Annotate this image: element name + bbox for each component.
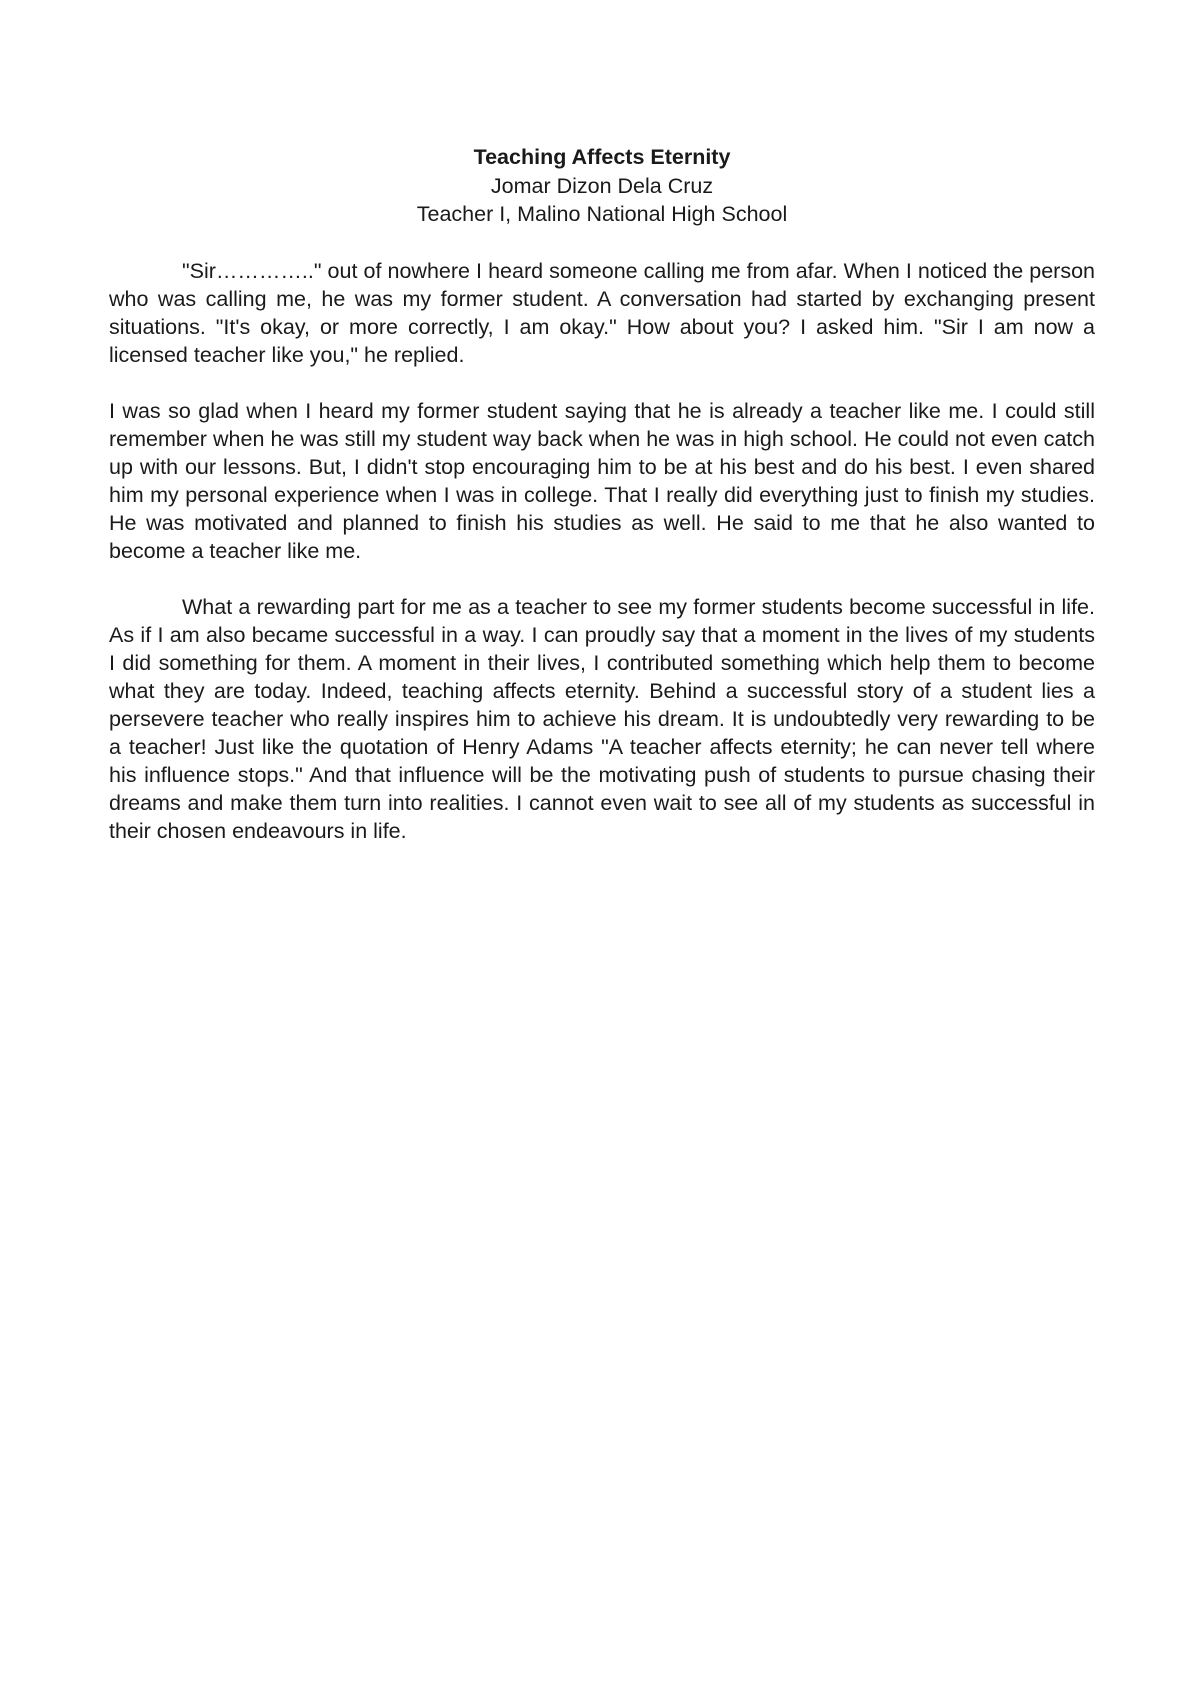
document-title: Teaching Affects Eternity bbox=[473, 145, 731, 169]
author-affiliation: Teacher I, Malino National High School bbox=[416, 202, 788, 226]
document-body bbox=[109, 257, 1095, 845]
author-name: Jomar Dizon Dela Cruz bbox=[490, 173, 714, 198]
paragraph-3: What a rewarding part for me as a teacher to see my former students become successful in life. As if I am also became successful in a way. I can proudly say that a moment in the lives of my students I did something for them. A moment in their lives, I contributed something which help them to become what they are today. Indeed, teaching affects eternity. Behind a successful story of a student lies a persevere teacher who really inspires him to achieve his dream. It is undoubtedly very rewarding to be a teacher! Just like the quotation of Henry Adams "A teacher affects eternity; he can never tell where his influence stops." And that influence will be the motivating push of students to pursue chasing their dreams and make them turn into realities. I cannot even wait to see all of my students as successful in their chosen endeavours in life. bbox=[109, 594, 1095, 843]
paragraph-2: I was so glad when I heard my former student saying that he is already a teacher like me. I could still remember when he was still my student way back when he was in high school. He could not even catch up with our lessons. But, I didn't stop encouraging him to be at his best and do his best. I even shared him my personal experience when I was in college. That I really did everything just to finish my studies. He was motivated and planned to finish his studies as well. He said to me that he also wanted to become a teacher like me. bbox=[109, 398, 1095, 563]
paragraph-1: "Sir………….." out of nowhere I heard someone calling me from afar. When I noticed the person who was calling me, he was my former student. A conversation had started by exchanging present situations. "It's okay, or more correctly, I am okay." How about you? I asked him. "Sir I am now a licensed teacher like you," he replied. bbox=[109, 258, 1095, 367]
document-content bbox=[109, 143, 1095, 873]
document-header bbox=[109, 143, 1095, 229]
